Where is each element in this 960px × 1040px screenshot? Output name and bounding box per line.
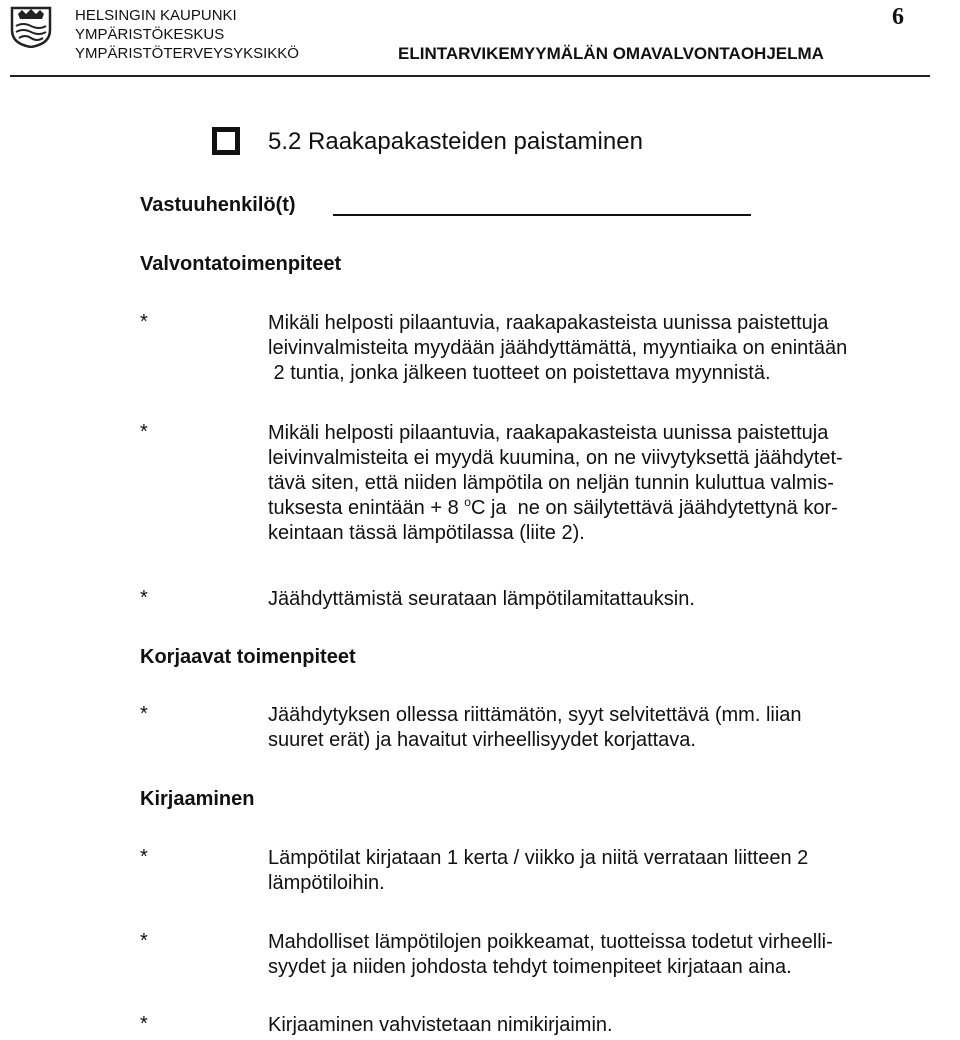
text-line: keintaan tässä lämpötilassa (liite 2). bbox=[268, 522, 585, 544]
text-line: suuret erät) ja havaitut virheellisyydet korjattava. bbox=[268, 729, 696, 751]
text-line: syydet ja niiden johdosta tehdyt toimenpiteet kirjataan aina. bbox=[268, 956, 792, 978]
section-title: 5.2 Raakapakasteiden paistaminen bbox=[268, 128, 643, 155]
text-line: lämpötiloihin. bbox=[268, 872, 385, 894]
bullet-marker: * bbox=[140, 587, 148, 609]
text-line: Mikäli helposti pilaantuvia, raakapakasteista uunissa paistettuja bbox=[268, 312, 829, 334]
text-line-temperature bbox=[268, 496, 948, 521]
text-line: Mikäli helposti pilaantuvia, raakapakasteista uunissa paistettuja bbox=[268, 422, 829, 444]
recording-heading: Kirjaaminen bbox=[140, 788, 255, 810]
monitoring-item-2 bbox=[268, 421, 948, 546]
page-number: 6 bbox=[892, 4, 904, 30]
bullet-marker: * bbox=[140, 311, 148, 333]
monitoring-item-3 bbox=[268, 587, 948, 612]
text-line: leivinvalmisteita ei myydä kuumina, on ne viivytyksettä jäähdytet- bbox=[268, 447, 843, 469]
document-title: ELINTARVIKEMYYMÄLÄN OMAVALVONTAOHJELMA bbox=[398, 44, 824, 63]
responsible-label: Vastuuhenkilö(t) bbox=[140, 194, 296, 216]
temp-text-post: C ja ne on säilytettävä jäähdytettynä kor- bbox=[470, 497, 838, 519]
temp-text-pre: tuksesta enintään + 8 bbox=[268, 497, 465, 519]
text-line: leivinvalmisteita myydään jäähdyttämättä, myyntiaika on enintään bbox=[268, 337, 848, 359]
monitoring-item-1 bbox=[268, 311, 948, 386]
org-department: YMPÄRISTÖKESKUS bbox=[75, 26, 225, 43]
header-divider bbox=[10, 75, 930, 77]
header-organization bbox=[75, 6, 299, 63]
corrective-heading: Korjaavat toimenpiteet bbox=[140, 646, 356, 668]
text-line: Kirjaaminen vahvistetaan nimikirjaimin. bbox=[268, 1014, 613, 1036]
org-name: HELSINGIN KAUPUNKI bbox=[75, 7, 237, 24]
corrective-item-1 bbox=[268, 703, 948, 753]
text-line: Lämpötilat kirjataan 1 kerta / viikko ja niitä verrataan liitteen 2 bbox=[268, 847, 809, 869]
bullet-marker: * bbox=[140, 846, 148, 868]
recording-item-3 bbox=[268, 1013, 948, 1038]
recording-item-2 bbox=[268, 930, 948, 980]
bullet-marker: * bbox=[140, 930, 148, 952]
text-line: Mahdolliset lämpötilojen poikkeamat, tuotteissa todetut virheelli- bbox=[268, 931, 833, 953]
text-line: tävä siten, että niiden lämpötila on neljän tunnin kuluttua valmis- bbox=[268, 472, 834, 494]
org-unit: YMPÄRISTÖTERVEYSYKSIKKÖ bbox=[75, 45, 299, 62]
text-line: Jäähdytyksen ollessa riittämätön, syyt selvitettävä (mm. liian bbox=[268, 704, 802, 726]
text-line: 2 tuntia, jonka jälkeen tuotteet on poistettava myynnistä. bbox=[268, 362, 771, 384]
recording-item-1 bbox=[268, 846, 948, 896]
bullet-marker: * bbox=[140, 1013, 148, 1035]
text-line: Jäähdyttämistä seurataan lämpötilamitattauksin. bbox=[268, 588, 695, 610]
bullet-marker: * bbox=[140, 421, 148, 443]
helsinki-crest-icon bbox=[10, 4, 52, 48]
checkbox-icon bbox=[212, 127, 240, 155]
bullet-marker: * bbox=[140, 703, 148, 725]
monitoring-heading: Valvontatoimenpiteet bbox=[140, 253, 342, 275]
degree-symbol: o bbox=[464, 495, 471, 509]
responsible-person-line bbox=[333, 214, 751, 216]
